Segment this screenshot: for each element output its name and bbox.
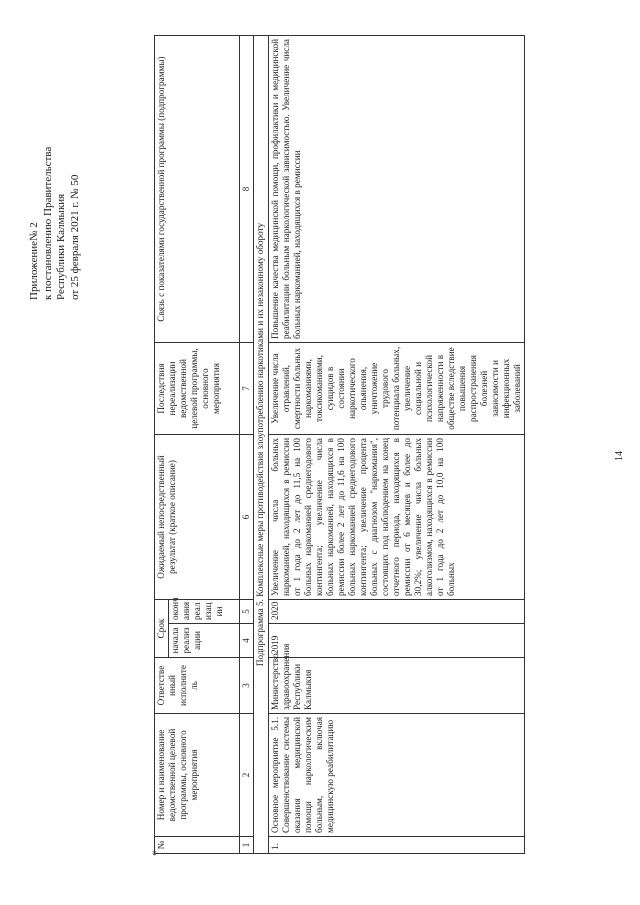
header-col-end: оконч ания реал изац ии: [169, 600, 240, 624]
header-col-name: Номер и наименование ведомственной целевой программы, основного мероприятия: [155, 714, 240, 837]
column-number: 7: [240, 343, 254, 435]
subprogram-title: Подпрограмма 5. Комплексные меры противодействия злоупотреблению наркотиками и их незаконному обороту: [254, 36, 269, 854]
column-number: 3: [240, 658, 254, 714]
row-end: 2020: [269, 600, 525, 624]
page-number: 14: [614, 451, 625, 461]
header-line-3: Республики Калмыкия: [55, 193, 67, 300]
header-col-result: Ожидаемый непосредственный результат (краткое описание): [155, 435, 240, 600]
header-col-start: начала реализ ации: [169, 624, 240, 658]
row-result: Увеличение числа больных наркоманией, находящихся в ремиссии от 1 года до 2 лет до 11,5 на 100 больных наркоманией среднегодового контингента; увеличение числа больных наркоманией, находящихся в ремиссии более 2 лет до 11,6 на 100 больных наркоманией среднегодового контингента; увеличение процента больных с диагнозом "наркомания", состоящих под наблюдением на конец отчетного периода, находящихся в ремиссии от 6 месяцев и более до 30,2%; увеличение числа больных алкоголизмом, находящихся в ремиссии от 1 года до 2 лет до 10,0 на 100 больных: [269, 435, 525, 600]
header-col-number: №: [155, 837, 240, 854]
column-number: 8: [240, 36, 254, 343]
header-row: [155, 36, 169, 854]
row-name: Основное мероприятие 5.1. Совершенствование системы оказания медицинской помощи наркологическим больным, включая медицинскую реабилитацию: [269, 714, 525, 837]
table-row: [269, 36, 525, 854]
header-col-consequences: Последствия нереализации ведомственной целевой программы, основного мероприятия: [155, 343, 240, 435]
row-executor: Министерство здравоохранения Республики Калмыкия: [269, 658, 525, 714]
header-line-1: Приложение№ 2: [28, 222, 40, 300]
column-number: 6: [240, 435, 254, 600]
column-number: 2: [240, 714, 254, 837]
header-line-4: от 25 февраля 2021 г. № 50: [68, 174, 81, 300]
opening-quote-mark: «: [148, 850, 160, 856]
header-col-executor: Ответстве нный исполните ль: [155, 658, 240, 714]
row-start: 2019: [269, 624, 525, 658]
row-link: Повышение качества медицинской помощи, профилактики и медицинской реабилитации больным наркологической зависимостью. Увеличение числа больных наркоманией, находящихся в ремиссии: [269, 36, 525, 343]
header-col-term: Срок: [155, 600, 169, 658]
header-col-link: Связь с показателями государственной программы (подпрограммы): [155, 36, 240, 343]
column-number: 4: [240, 624, 254, 658]
column-number-row: [240, 36, 254, 854]
column-number: 5: [240, 600, 254, 624]
column-number: 1: [240, 837, 254, 854]
subprogram-row: [254, 36, 269, 854]
row-number: 1.: [269, 837, 525, 854]
header-line-2: к постановлению Правительства: [41, 146, 54, 300]
program-table: [154, 35, 525, 854]
appendix-header: [28, 40, 82, 300]
row-consequences: Увеличение числа отравлений, смертности больных наркоманиями, токсикоманиями, суицидов в состоянии наркотического опьянения, уничтожение трудового потенциала больных, увеличение социальной и психологической напряженности в обществе вследствие повышения распространения болезней зависимости и инфекционных заболеваний: [269, 343, 525, 435]
